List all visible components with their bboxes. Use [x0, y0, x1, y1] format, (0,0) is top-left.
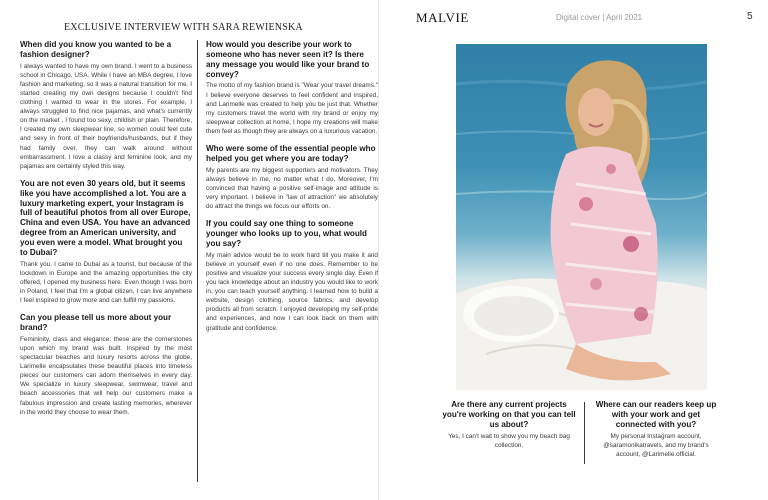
spread-gutter	[378, 0, 379, 500]
closing-qa-right	[594, 400, 718, 459]
question: Where can our readers keep up with your work and get connected with you?	[595, 400, 717, 429]
column-divider	[197, 40, 198, 482]
answer: Yes, I can't wait to show you my beach bag collection.	[448, 432, 570, 449]
closing-qa-left	[440, 400, 578, 450]
answer: My main advice would be to work hard till you make it and believe in yourself even if no one does. Remember to be positive and visualize your success every single day. Even if you lack knowledge about an industry you would like to work in, you can teach yourself anything. I learned how to build a website, design clothing, source fabrics, and develop products all from scratch. I enjoyed developing my self-pride and experiences, and now I can look back on them with gratitude and confidence.	[206, 251, 378, 332]
issue-label: Digital cover | April 2021	[556, 13, 643, 22]
answer: The motto of my fashion brand is "Wear your travel dreams." I believe everyone deserves to feel confident and inspired, and Larimelle was created to help you be just that. Whether my customers travel the world with my brand or enjoy my sleepwear collection at home, I hope my creations will make them feel as though they are always on a luxurious vacation.	[206, 82, 378, 135]
magazine-logo: MALVIE	[416, 10, 469, 25]
qa-block	[206, 40, 378, 136]
interview-header: EXCLUSIVE INTERVIEW WITH SARA REWIENSKA	[64, 22, 303, 33]
photo-illustration	[456, 44, 707, 390]
cover-photo	[456, 44, 707, 390]
question: How would you describe your work to someone who has never seen it? Is there any message you would like your brand to convey?	[206, 40, 370, 79]
answer: My personal Instagram account, @saramonikatravels, and my brand's account, @Larimelle.official.	[603, 432, 709, 459]
answer: Thank you. I came to Dubai as a tourist, but because of the lockdown in Europe and the amazing opportunities the city offered, I opened my business here. Even though I was born in Poland, I feel that I'm a global citizen, I can live anywhere I feel inspired to grow more and can fulfill my passions.	[20, 260, 192, 305]
answer: Femininity, class and elegance: these are the cornerstones upon which my brand was built. Inspired by the most spectacular beaches and luxury resorts across the globe, Larimelle encapsulates these beautiful places into timeless pieces our customers can adorn themselves in every day. We specialize in luxury sleepwear, swimwear, travel and beach accessories that will help our customers make a fabulous impression and create lasting memories, wherever in the world they choose to wear them.	[20, 335, 192, 416]
answer: My parents are my biggest supporters and motivators. They always believe in me, no matter what I do. Moreover, I'm convinced that having a positive self-image and attitude is very important. I believe in "law of attraction" we absolutely do attract the things we focus our efforts on.	[206, 166, 378, 211]
question: Who were some of the essential people who helped you get where you are today?	[206, 144, 376, 163]
qa-block	[206, 144, 378, 211]
question: Can you please tell us more about your brand?	[20, 313, 172, 333]
question: Are there any current projects you're working on that you can tell us about?	[442, 400, 576, 429]
question: You are not even 30 years old, but it seems like you have accomplished a lot. You are a luxury marketing expert, your Instagram is full of beautiful photos from all over Europe, China and even USA. You have an advanced degree from an American university, and you even were a model. What brought you to Dubai?	[20, 178, 191, 257]
question: If you could say one thing to someone younger who looks up to you, what would you say?	[206, 219, 367, 248]
article-column-1	[20, 40, 192, 485]
qa-block	[20, 179, 192, 305]
qa-block	[206, 219, 378, 332]
page-number: 5	[747, 11, 753, 22]
answer: I always wanted to have my own brand. I went to a business school in Chicago, USA. While I have an MBA degree, I love fashion and marketing, so it was a natural transition for me. I started creating my own designs because I couldn't find clothing I wanted to wear in the stores. For example, I always struggled to find nice pajamas, and what's currently on the market , I found too sexy, childish or plain. Therefore, I created my own sleepwear line, so women could feel cute and sexy in front of their boyfriends/husbands, but if they had family over, they can walk around without embarrassment. I love a classy and feminine look, and my pajamas are certainly styled this way.	[20, 62, 192, 170]
column-divider	[584, 402, 585, 464]
qa-block	[20, 40, 192, 171]
qa-block	[20, 313, 192, 417]
article-column-2	[206, 40, 378, 485]
question: When did you know you wanted to be a fashion designer?	[20, 40, 172, 59]
